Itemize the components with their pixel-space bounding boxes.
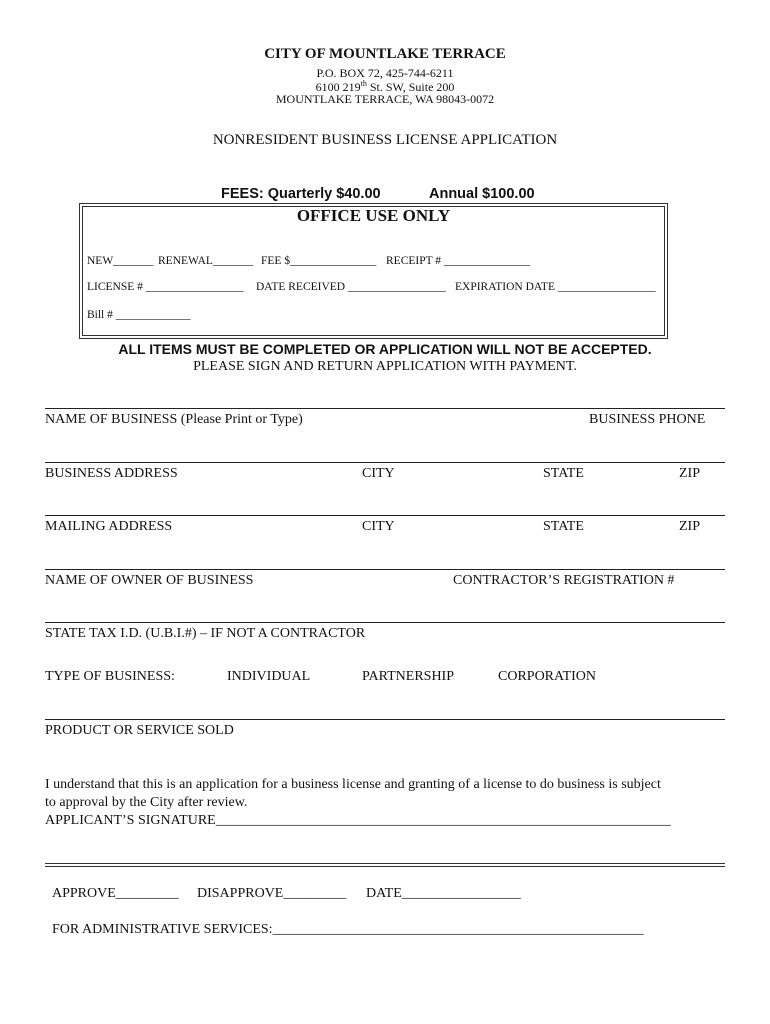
mailing-zip-label: ZIP: [679, 519, 700, 534]
section-divider-top: [45, 863, 725, 864]
business-city-label: CITY: [362, 466, 395, 481]
declaration-line-1: I understand that this is an application for a business license and granting of a license to do business is subject: [45, 777, 661, 792]
office-license: LICENSE # _________________: [87, 281, 244, 293]
fees-quarterly: FEES: Quarterly $40.00: [221, 186, 381, 202]
city-state-zip: MOUNTLAKE TERRACE, WA 98043-0072: [275, 92, 495, 106]
mailing-city-label: CITY: [362, 519, 395, 534]
city-title: CITY OF MOUNTLAKE TERRACE: [264, 46, 506, 62]
disapprove-field[interactable]: DISAPPROVE_________: [197, 886, 347, 901]
business-name-label: NAME OF BUSINESS (Please Print or Type): [45, 412, 303, 427]
type-of-business-label: TYPE OF BUSINESS:: [45, 669, 175, 684]
business-zip-label: ZIP: [679, 466, 700, 481]
form-title: NONRESIDENT BUSINESS LICENSE APPLICATION: [212, 132, 558, 148]
product-service-line[interactable]: [45, 719, 725, 720]
date-field[interactable]: DATE_________________: [366, 886, 521, 901]
owner-name-line[interactable]: [45, 569, 725, 570]
business-name-line[interactable]: [45, 408, 725, 409]
office-fee: FEE $_______________: [261, 255, 377, 267]
applicant-signature[interactable]: APPLICANT’S SIGNATURE_________________________________________________________________: [45, 813, 671, 828]
declaration-line-2: to approval by the City after review.: [45, 795, 248, 810]
street-address: 6100 219th St. SW, Suite 200: [315, 79, 455, 94]
office-new: NEW_______: [87, 255, 154, 267]
admin-services-field[interactable]: FOR ADMINISTRATIVE SERVICES:_____________________________________________________: [52, 922, 644, 937]
type-partnership[interactable]: PARTNERSHIP: [362, 669, 455, 684]
business-address-label: BUSINESS ADDRESS: [45, 466, 178, 481]
office-receipt: RECEIPT # _______________: [386, 255, 531, 267]
office-use-title: OFFICE USE ONLY: [296, 206, 451, 225]
office-expiration: EXPIRATION DATE _________________: [455, 281, 656, 293]
business-state-label: STATE: [543, 466, 584, 481]
business-phone-label: BUSINESS PHONE: [589, 412, 706, 427]
owner-name-label: NAME OF OWNER OF BUSINESS: [45, 573, 254, 588]
state-tax-label: STATE TAX I.D. (U.B.I.#) – IF NOT A CONTRACTOR: [45, 626, 366, 641]
sign-instruction: PLEASE SIGN AND RETURN APPLICATION WITH PAYMENT.: [193, 359, 577, 374]
po-box: P.O. BOX 72, 425-744-6211: [316, 66, 454, 80]
product-service-label: PRODUCT OR SERVICE SOLD: [45, 723, 234, 738]
business-address-line[interactable]: [45, 462, 725, 463]
required-warning: ALL ITEMS MUST BE COMPLETED OR APPLICATION WILL NOT BE ACCEPTED.: [118, 341, 652, 357]
type-corporation[interactable]: CORPORATION: [498, 669, 597, 684]
type-individual[interactable]: INDIVIDUAL: [227, 669, 311, 684]
mailing-address-line[interactable]: [45, 515, 725, 516]
contractor-reg-label: CONTRACTOR’S REGISTRATION #: [453, 573, 675, 588]
office-date-received: DATE RECEIVED _________________: [256, 281, 446, 293]
office-bill: Bill # _____________: [87, 309, 191, 321]
mailing-state-label: STATE: [543, 519, 584, 534]
fees-annual: Annual $100.00: [429, 186, 535, 202]
approve-field[interactable]: APPROVE_________: [52, 886, 179, 901]
state-tax-line[interactable]: [45, 622, 725, 623]
mailing-address-label: MAILING ADDRESS: [45, 519, 173, 534]
office-renewal: RENEWAL_______: [158, 255, 254, 267]
section-divider-bottom: [45, 866, 725, 867]
